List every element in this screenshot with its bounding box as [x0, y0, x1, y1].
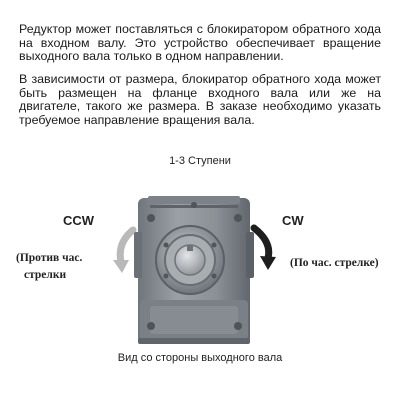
placement-paragraph: В зависимости от размера, блокиратор обратного хода может быть размещен на фланце входного вала или же на двигателе, такого же размера. В заказе необходимо указать требуемое направление вращения вала.	[19, 72, 381, 127]
cw-label: CW	[282, 213, 304, 228]
figure-caption: Вид со стороны выходного вала	[117, 352, 283, 364]
ccw-description-line-2: стрелки	[24, 269, 67, 281]
cw-description: (По час. стрелке)	[290, 257, 379, 269]
rotate-cw-arrow-icon	[254, 228, 276, 270]
gearbox-image	[134, 196, 254, 344]
ccw-label: CCW	[63, 213, 95, 228]
figure-title: 1-3 Ступени	[169, 155, 231, 167]
rotate-ccw-arrow-icon	[113, 230, 133, 273]
ccw-description-line-1: (Против час.	[16, 252, 83, 264]
intro-paragraph: Редуктор может поставляться с блокиратором обратного хода на входном валу. Это устройство обеспечивает вращение выходного вала только в одном направлении.	[19, 22, 381, 64]
